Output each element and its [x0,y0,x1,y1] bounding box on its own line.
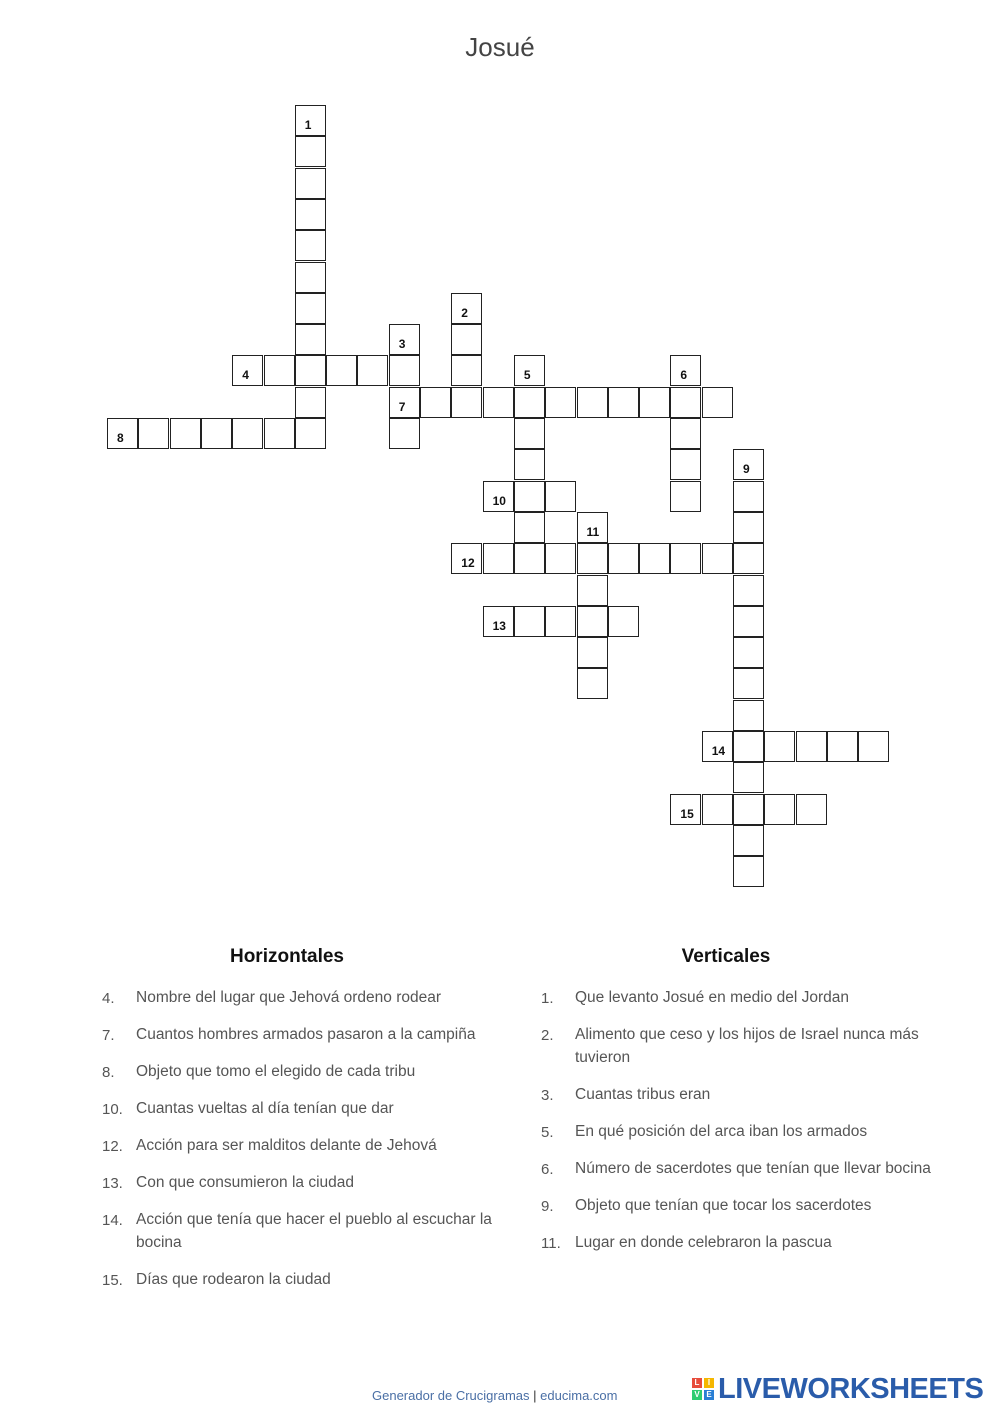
grid-cell[interactable] [577,668,608,699]
grid-cell[interactable] [670,794,701,825]
grid-cell[interactable] [170,418,201,449]
grid-cell[interactable] [733,856,764,887]
grid-cell[interactable] [733,606,764,637]
clue-vertical-6: 6. Número de sacerdotes que tenían que llevar bocina [541,1160,931,1178]
grid-cell[interactable] [389,387,420,418]
grid-cell[interactable] [389,418,420,449]
grid-cell[interactable] [451,324,482,355]
clue-horizontal-13: 13. Con que consumieron la ciudad [102,1174,354,1192]
grid-cell[interactable] [670,543,701,574]
grid-cell[interactable] [389,324,420,355]
grid-cell[interactable] [514,481,545,512]
grid-cell[interactable] [577,575,608,606]
grid-cell[interactable] [357,355,388,386]
clue-number: 2 [461,305,468,320]
clue-number: 8 [117,431,124,445]
grid-cell[interactable] [295,418,326,449]
grid-cell[interactable] [702,387,733,418]
grid-cell[interactable] [733,637,764,668]
clue-horizontal-15: 15. Días que rodearon la ciudad [102,1271,331,1289]
clue-number: 4 [242,368,249,383]
logo-letter-e: E [704,1390,714,1400]
grid-cell[interactable] [295,262,326,293]
grid-cell[interactable] [577,637,608,668]
clue-number: 9 [743,462,750,477]
educima-link[interactable]: educima.com [540,1388,618,1403]
clue-vertical-11: 11. Lugar en donde celebraron la pascua [541,1234,832,1252]
grid-cell[interactable] [608,606,639,637]
grid-cell[interactable] [733,731,764,762]
grid-cell[interactable] [264,355,295,386]
grid-cell[interactable] [796,731,827,762]
liveworksheets-wordmark: LIVEWORKSHEETS [718,1372,984,1405]
grid-cell[interactable] [483,543,514,574]
grid-cell[interactable] [295,355,326,386]
grid-cell[interactable] [389,355,420,386]
grid-cell[interactable] [451,293,482,324]
generator-link[interactable]: Generador de Crucigramas [372,1388,530,1403]
footer-separator: | [533,1388,537,1403]
vertical-clue-list [541,986,941,1268]
grid-cell[interactable] [451,355,482,386]
grid-cell[interactable] [764,794,795,825]
grid-cell[interactable] [451,543,482,574]
grid-cell[interactable] [514,512,545,543]
clue-vertical-2: 2. Alimento que ceso y los hijos de Israel nunca más tuvieron [541,1026,919,1066]
clue-vertical-1: 1. Que levanto Josué en medio del Jordan [541,989,850,1007]
grid-cell[interactable] [702,543,733,574]
grid-cell[interactable] [514,355,545,386]
horizontal-clue-list [102,986,502,1305]
grid-cell[interactable] [608,543,639,574]
clue-horizontal-12: 12. Acción para ser malditos delante de Jehová [102,1137,437,1155]
grid-cell[interactable] [702,794,733,825]
grid-cell[interactable] [232,418,263,449]
grid-cell[interactable] [577,543,608,574]
grid-cell[interactable] [295,105,326,136]
clue-horizontal-4: 4. Nombre del lugar que Jehová ordeno rodear [102,989,442,1007]
clue-horizontal-8: 8. Objeto que tomo el elegido de cada tribu [102,1063,416,1081]
grid-cell[interactable] [577,606,608,637]
clue-horizontal-14: 14. Acción que tenía que hacer el pueblo al escuchar la bocina [102,1211,492,1251]
grid-cell[interactable] [295,230,326,261]
grid-cell[interactable] [670,387,701,418]
grid-cell[interactable] [733,700,764,731]
grid-cell[interactable] [420,387,451,418]
grid-cell[interactable] [483,606,514,637]
grid-cell[interactable] [858,731,889,762]
logo-letter-l: L [692,1378,702,1388]
liveworksheets-logo-icon [692,1378,714,1400]
grid-cell[interactable] [545,387,576,418]
logo-letter-i: I [704,1378,714,1388]
grid-cell[interactable] [514,606,545,637]
grid-cell[interactable] [295,293,326,324]
grid-cell[interactable] [733,794,764,825]
clue-number: 1 [304,118,312,132]
clue-horizontal-10: 10. Cuantas vueltas al día tenían que dar [102,1100,394,1118]
page-title: Josué [465,32,535,62]
grid-cell[interactable] [264,418,295,449]
clue-number: 14 [711,744,726,758]
clue-number: 7 [398,399,406,414]
grid-cell[interactable] [514,418,545,449]
liveworksheets-brand [692,1372,983,1406]
grid-cell[interactable] [514,543,545,574]
grid-cell[interactable] [733,762,764,793]
grid-cell[interactable] [670,355,701,386]
grid-cell[interactable] [107,418,138,449]
clue-vertical-3: 3. Cuantas tribus eran [541,1086,711,1104]
grid-cell[interactable] [295,136,326,167]
grid-cell[interactable] [295,324,326,355]
grid-cell[interactable] [670,418,701,449]
clue-number: 6 [680,368,688,383]
grid-cell[interactable] [639,543,670,574]
grid-cell[interactable] [764,731,795,762]
grid-cell[interactable] [702,731,733,762]
grid-cell[interactable] [483,387,514,418]
grid-cell[interactable] [545,606,576,637]
grid-cell[interactable] [326,355,357,386]
grid-cell[interactable] [295,168,326,199]
grid-cell[interactable] [733,575,764,606]
grid-cell[interactable] [138,418,169,449]
grid-cell[interactable] [232,355,263,386]
clue-number: 11 [586,524,600,539]
clue-vertical-9: 9. Objeto que tenían que tocar los sacerdotes [541,1197,872,1215]
grid-cell[interactable] [827,731,858,762]
clue-number: 15 [680,806,694,821]
grid-cell[interactable] [670,481,701,512]
clue-number: 12 [461,556,475,571]
grid-cell[interactable] [201,418,232,449]
grid-cell[interactable] [545,481,576,512]
clue-vertical-5: 5. En qué posición del arca iban los armados [541,1123,868,1141]
grid-cell[interactable] [733,668,764,699]
clue-number: 13 [492,618,506,633]
grid-cell[interactable] [670,449,701,480]
footer-credit [372,1388,617,1403]
clue-horizontal-7: 7. Cuantos hombres armados pasaron a la campiña [102,1026,476,1044]
logo-letter-v: V [692,1390,702,1400]
grid-cell[interactable] [545,543,576,574]
grid-cell[interactable] [514,449,545,480]
clue-number: 3 [398,337,406,352]
grid-cell[interactable] [451,387,482,418]
grid-cell[interactable] [796,794,827,825]
grid-cell[interactable] [514,387,545,418]
grid-cell[interactable] [483,481,514,512]
grid-cell[interactable] [608,387,639,418]
grid-cell[interactable] [733,449,764,480]
grid-cell[interactable] [733,543,764,574]
grid-cell[interactable] [295,199,326,230]
clue-number: 5 [523,368,531,383]
horizontal-heading: Horizontales [229,946,345,967]
grid-cell[interactable] [639,387,670,418]
grid-cell[interactable] [577,387,608,418]
vertical-heading: Verticales [681,946,771,967]
grid-cell[interactable] [295,387,326,418]
grid-cell[interactable] [733,512,764,543]
grid-cell[interactable] [733,481,764,512]
grid-cell[interactable] [733,825,764,856]
clue-number: 10 [492,493,506,508]
grid-cell[interactable] [577,512,608,543]
